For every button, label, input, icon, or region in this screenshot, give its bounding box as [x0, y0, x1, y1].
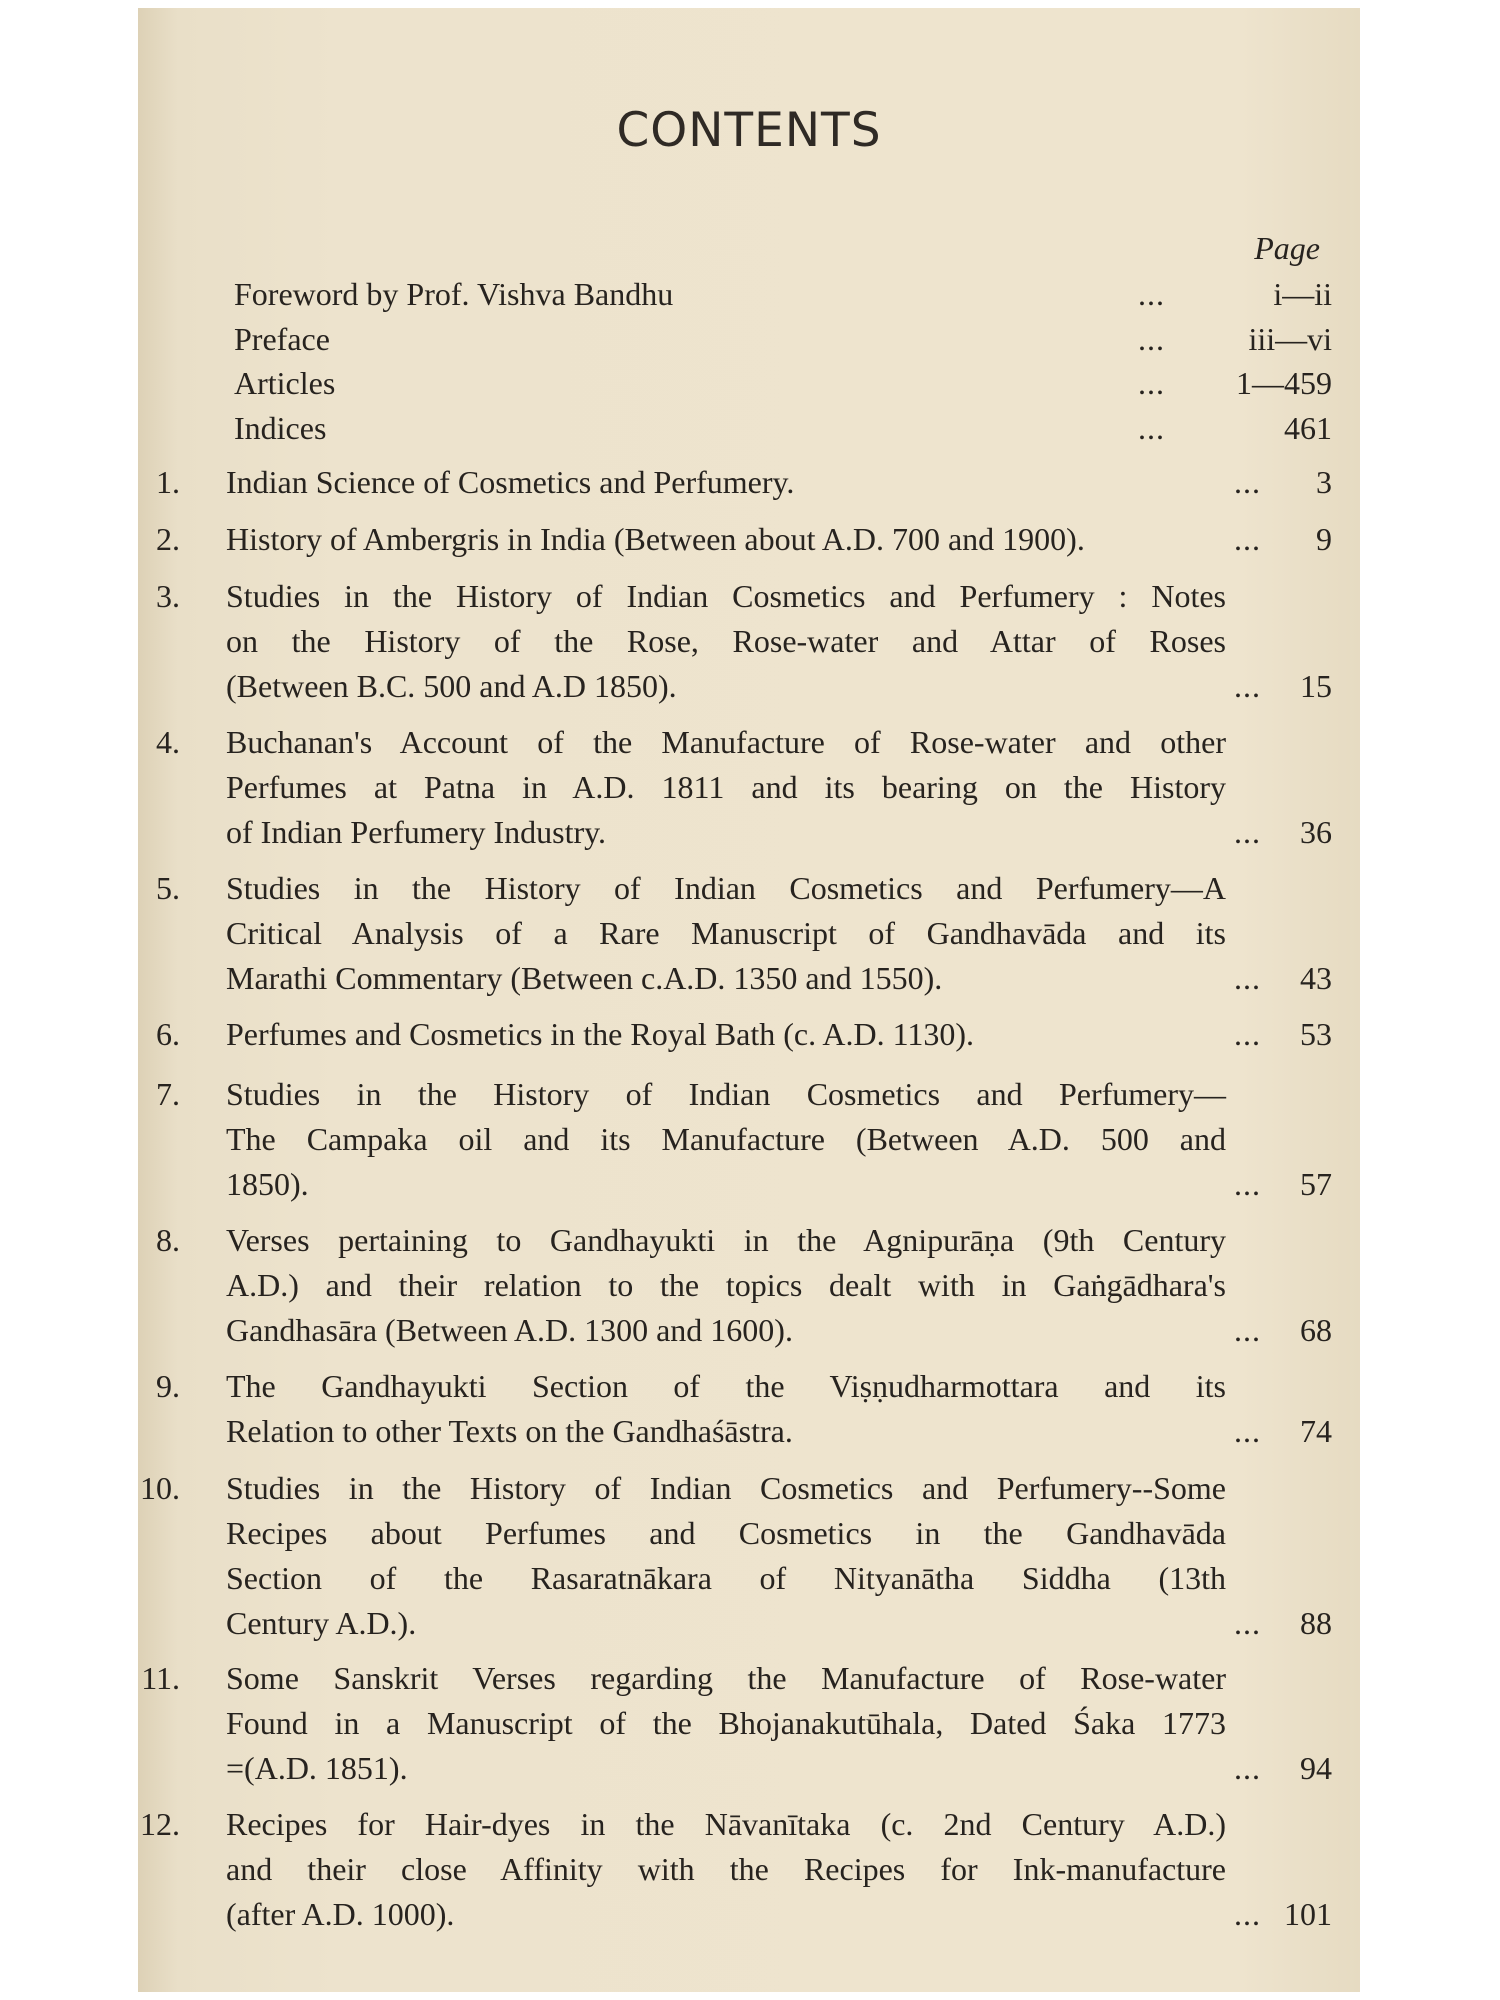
- entry-number: 12.: [140, 1806, 180, 1842]
- entry-title-line: Perfumes at Patna in A.D. 1811 and its bearing on the History: [226, 769, 1226, 805]
- leader-dots: ...: [1234, 1750, 1261, 1786]
- leader-dots: ...: [1234, 521, 1261, 557]
- entry-number: 8.: [156, 1222, 180, 1258]
- page-number: 1—459: [1236, 365, 1332, 401]
- entry-title-line: Studies in the History of Indian Cosmetics and Perfumery : Notes: [226, 578, 1226, 614]
- entry-number: 3.: [156, 578, 180, 614]
- leader-dots: ...: [1234, 814, 1261, 850]
- entry-title-line: Studies in the History of Indian Cosmetics and Perfumery—: [226, 1076, 1226, 1112]
- leader-dots: ...: [1234, 1312, 1261, 1348]
- page-number: 74: [1300, 1413, 1332, 1449]
- front-matter-item: [138, 365, 1360, 409]
- entry-title-line: Marathi Commentary (Between c.A.D. 1350 and 1550).: [226, 960, 943, 996]
- page-number: 461: [1284, 410, 1332, 446]
- entry-number: 7.: [156, 1076, 180, 1112]
- leader-dots: ...: [1138, 321, 1165, 357]
- entry-title-line: Perfumes and Cosmetics in the Royal Bath (c. A.D. 1130).: [226, 1016, 975, 1052]
- entry-title-line: and their close Affinity with the Recipes for Ink-manufacture: [226, 1851, 1226, 1887]
- entry-title-line: Gandhasāra (Between A.D. 1300 and 1600).: [226, 1312, 793, 1348]
- entry-number: 6.: [156, 1016, 180, 1052]
- page-number: 88: [1300, 1605, 1332, 1641]
- page-column-label: Page: [1254, 230, 1320, 266]
- entry-title-line: 1850).: [226, 1166, 309, 1202]
- page-number: 57: [1300, 1166, 1332, 1202]
- page-number: 94: [1300, 1750, 1332, 1786]
- page-number: 43: [1300, 960, 1332, 996]
- front-matter-item: [138, 321, 1360, 365]
- leader-dots: ...: [1138, 276, 1165, 312]
- entry-number: 9.: [156, 1368, 180, 1404]
- entry-title-line: Verses pertaining to Gandhayukti in the Agnipurāṇa (9th Century: [226, 1222, 1226, 1258]
- front-matter-label: Articles: [234, 365, 336, 401]
- page-number: 53: [1300, 1016, 1332, 1052]
- leader-dots: ...: [1234, 464, 1261, 500]
- page-title: CONTENTS: [616, 103, 882, 158]
- leader-dots: ...: [1234, 1413, 1261, 1449]
- page-number: 15: [1300, 668, 1332, 704]
- entry-title-line: of Indian Perfumery Industry.: [226, 814, 607, 850]
- entry-title-line: History of Ambergris in India (Between about A.D. 700 and 1900).: [226, 521, 1085, 557]
- entry-number: 2.: [156, 521, 180, 557]
- entry-title-line: on the History of the Rose, Rose-water and Attar of Roses: [226, 623, 1226, 659]
- entry-number: 5.: [156, 870, 180, 906]
- front-matter-item: [138, 276, 1360, 320]
- front-matter-label: Preface: [234, 321, 330, 357]
- entry-title-line: (Between B.C. 500 and A.D 1850).: [226, 668, 677, 704]
- entry-title-line: Recipes for Hair-dyes in the Nāvanītaka (c. 2nd Century A.D.): [226, 1806, 1226, 1842]
- entry-title-line: Studies in the History of Indian Cosmetics and Perfumery--Some: [226, 1470, 1226, 1506]
- front-matter-label: Foreword by Prof. Vishva Bandhu: [234, 276, 674, 312]
- entry-title-line: Relation to other Texts on the Gandhaśāstra.: [226, 1413, 793, 1449]
- leader-dots: ...: [1234, 960, 1261, 996]
- leader-dots: ...: [1234, 668, 1261, 704]
- entry-title-line: The Gandhayukti Section of the Viṣṇudharmottara and its: [226, 1368, 1226, 1404]
- leader-dots: ...: [1138, 365, 1165, 401]
- page-number: 101: [1284, 1896, 1332, 1932]
- entry-title-line: Section of the Rasaratnākara of Nityanātha Siddha (13th: [226, 1560, 1226, 1596]
- leader-dots: ...: [1234, 1016, 1261, 1052]
- entry-number: 10.: [140, 1470, 180, 1506]
- entry-title-line: Recipes about Perfumes and Cosmetics in the Gandhavāda: [226, 1515, 1226, 1551]
- entry-title-line: The Campaka oil and its Manufacture (Between A.D. 500 and: [226, 1121, 1226, 1157]
- entry-title-line: Some Sanskrit Verses regarding the Manufacture of Rose-water: [226, 1660, 1226, 1696]
- entry-title-line: Century A.D.).: [226, 1605, 417, 1641]
- page-number: 3: [1316, 464, 1332, 500]
- entry-number: 11.: [141, 1660, 180, 1696]
- entry-title-line: Found in a Manuscript of the Bhojanakutūhala, Dated Śaka 1773: [226, 1705, 1226, 1741]
- leader-dots: ...: [1234, 1605, 1261, 1641]
- entry-title-line: Indian Science of Cosmetics and Perfumery.: [226, 464, 795, 500]
- leader-dots: ...: [1234, 1896, 1261, 1932]
- leader-dots: ...: [1234, 1166, 1261, 1202]
- page-number: 36: [1300, 814, 1332, 850]
- front-matter-item: [138, 410, 1360, 454]
- entry-title-line: (after A.D. 1000).: [226, 1896, 455, 1932]
- entry-title-line: Buchanan's Account of the Manufacture of Rose-water and other: [226, 724, 1226, 760]
- front-matter-label: Indices: [234, 410, 327, 446]
- page-number: iii—vi: [1248, 321, 1332, 357]
- entry-title-line: Critical Analysis of a Rare Manuscript of Gandhavāda and its: [226, 915, 1226, 951]
- entry-number: 4.: [156, 724, 180, 760]
- entry-title-line: Studies in the History of Indian Cosmetics and Perfumery—A: [226, 870, 1226, 906]
- entry-title-line: =(A.D. 1851).: [226, 1750, 408, 1786]
- page-number: 68: [1300, 1312, 1332, 1348]
- page-number: i—ii: [1273, 276, 1332, 312]
- book-page: [138, 8, 1360, 1992]
- entry-number: 1.: [156, 464, 180, 500]
- page-number: 9: [1316, 521, 1332, 557]
- leader-dots: ...: [1138, 410, 1165, 446]
- entry-title-line: A.D.) and their relation to the topics dealt with in Gaṅgādhara's: [226, 1267, 1226, 1303]
